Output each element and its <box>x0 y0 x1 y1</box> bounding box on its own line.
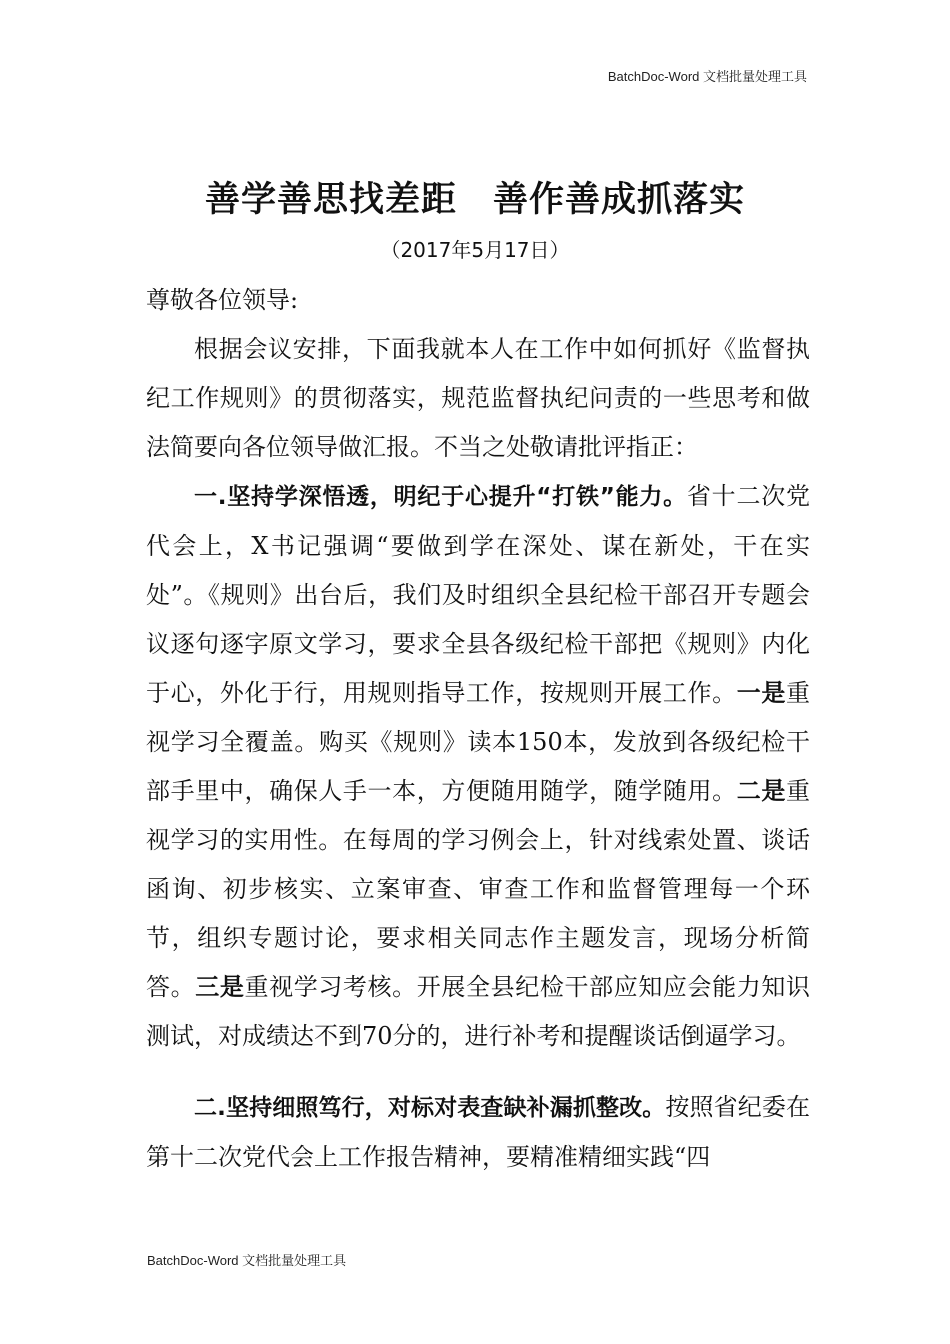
salutation: 尊敬各位领导: <box>146 286 299 314</box>
section-2-text: 按照省纪委在第十二次党代会上工作报告精神，要精准精细实践“四 <box>146 1093 810 1171</box>
page-header: BatchDoc-Word 文档批量处理工具 <box>607 69 807 84</box>
document-title: 善学善思找差距 善作善成抓落实 <box>204 180 745 220</box>
document-date: （2017年5月17日） <box>380 238 570 262</box>
section-2-heading: 二.坚持细照笃行，对标对表查缺补漏抓整改。 <box>194 1095 666 1121</box>
section-1-text-d: 重视学习考核。开展全县纪检干部应知应会能力知识测试，对成绩达不到70分的，进行补考和提醒谈话倒逼学习。 <box>146 973 811 1050</box>
section-1-text-c: 重视学习的实用性。在每周的学习例会上，针对线索处置、谈话函询、初步核实、立案审查、审查工作和监督管理每一个环节，组织专题讨论，要求相关同志作主题发言，现场分析简答。 <box>146 777 811 1001</box>
page-footer: BatchDoc-Word 文档批量处理工具 <box>147 1253 347 1268</box>
section-2-paragraph <box>146 1083 810 1182</box>
section-1-text-b: 重视学习全覆盖。购买《规则》读本150本，发放到各级纪检干部手里中，确保人手一本，方便随用随学，随学随用。 <box>146 679 811 805</box>
paragraph-gap <box>146 1061 810 1083</box>
section-1-text-a: 省十二次党代会上，X书记强调“要做到学在深处、谋在新处，干在实处”。《规则》出台后，我们及时组织全县纪检干部召开专题会议逐句逐字原文学习，要求全县各级纪检干部把《规则》内化于心，外化于行，用规则指导工作，按规则开展工作。 <box>146 482 810 707</box>
intro-paragraph: 根据会议安排，下面我就本人在工作中如何抓好《监督执纪工作规则》的贯彻落实，规范监督执纪问责的一些思考和做法简要向各位领导做汇报。不当之处敬请批评指正： <box>146 335 810 461</box>
document-body <box>146 276 810 1182</box>
section-1-paragraph <box>146 472 810 1061</box>
section-1-lead-2: 二是 <box>736 777 787 805</box>
section-1-lead-1: 一是 <box>736 679 787 707</box>
section-1-lead-3: 三是 <box>195 973 245 1001</box>
section-1-heading: 一.坚持学深悟透，明纪于心提升“打铁”能力。 <box>194 484 687 510</box>
